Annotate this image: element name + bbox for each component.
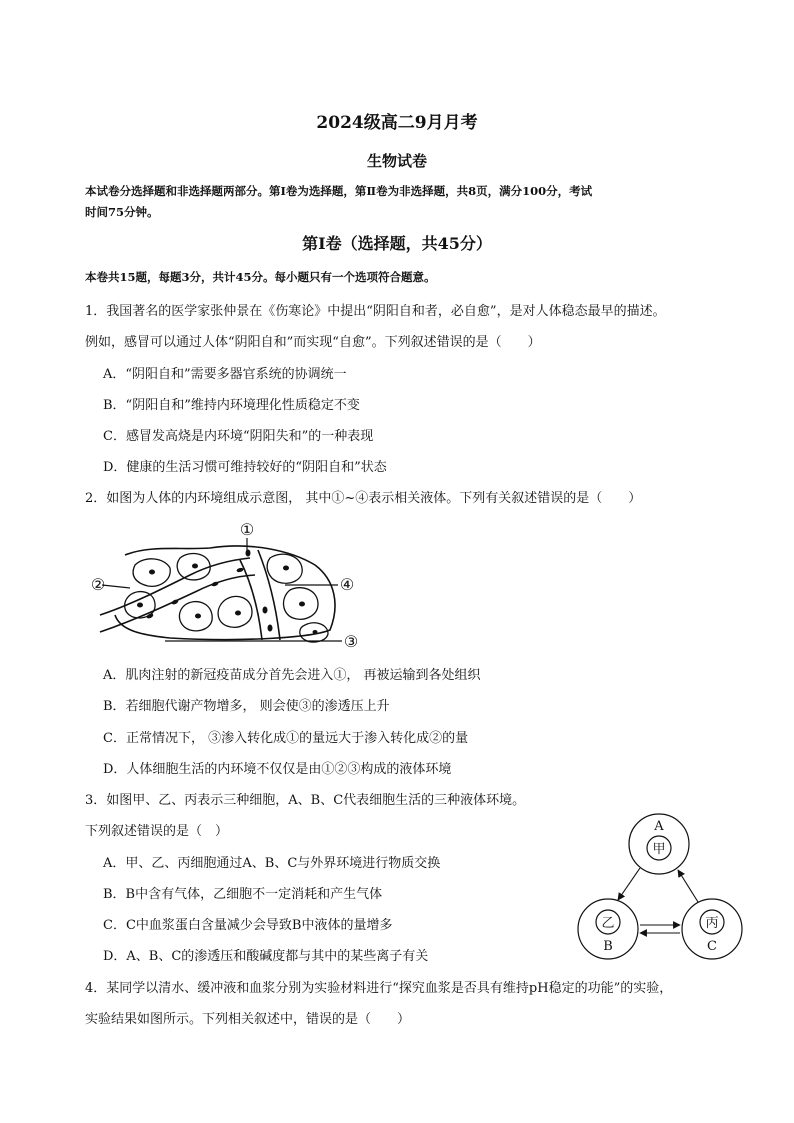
q4-stem-line2: 实验结果如图所示。下列相关叙述中，错误的是（ ）	[85, 1012, 411, 1027]
label-leaders	[102, 538, 342, 641]
section-title: 第Ⅰ卷（选择题，共45分）	[302, 234, 492, 253]
q3-option-a: A．甲、乙、丙细胞通过A、B、C与外界环境进行物质交换	[103, 856, 441, 871]
vessel-lines	[100, 546, 335, 640]
label-c: C	[707, 939, 717, 954]
q3-option-c: C．C中血浆蛋白含量减少会导致B中液体的量增多	[103, 918, 393, 933]
exam-subtitle: 生物试卷	[366, 152, 427, 170]
fluid-exchange-diagram	[576, 812, 744, 964]
q1-option-c: C．感冒发高烧是内环境“阴阳失和”的一种表现	[103, 429, 374, 444]
q2-option-b: B．若细胞代谢产物增多， 则会使③的渗透压上升	[103, 699, 390, 714]
exam-intro	[85, 181, 715, 223]
label-4: ④	[339, 575, 355, 594]
q3-option-d: D．A、B、C的渗透压和酸碱度都与其中的某些离子有关	[103, 949, 429, 964]
label-jia: 甲	[652, 842, 666, 857]
intro-line-2: 时间75分钟。	[85, 205, 159, 219]
label-3: ③	[343, 632, 359, 650]
q4-stem-line1: 4．某同学以清水、缓冲液和血浆分别为实验材料进行“探究血浆是否具有维持pH稳定的功能”的实验，	[85, 981, 673, 996]
q3-stem-line2: 下列叙述错误的是（ ）	[85, 824, 229, 839]
arrows	[618, 868, 698, 933]
section-instructions: 本卷共15题，每题3分，共计45分。每小题只有一个选项符合题意。	[85, 270, 436, 284]
label-b: B	[603, 939, 613, 954]
q2-option-c: C．正常情况下， ③渗入转化成①的量远大于渗入转化成②的量	[103, 731, 469, 746]
q3-option-b: B．B中含有气体，乙细胞不一定消耗和产生气体	[103, 887, 383, 902]
q1-option-d: D．健康的生活习惯可维持较好的“阴阳自和”状态	[103, 460, 387, 475]
q2-option-d: D．人体细胞生活的内环境不仅仅是由①②③构成的液体环境	[103, 762, 452, 777]
q1-option-a: A．“阴阳自和”需要多器官系统的协调统一	[103, 367, 347, 382]
label-yi: 乙	[601, 916, 615, 931]
intro-line-1: 本试卷分选择题和非选择题两部分。第Ⅰ卷为选择题，第Ⅱ卷为非选择题，共8页，满分100分，考试	[85, 184, 593, 198]
internal-environment-diagram	[90, 520, 360, 650]
q1-stem-line1: 1．我国著名的医学家张仲景在《伤寒论》中提出“阴阳自和者，必自愈”，是对人体稳态最早的描述。	[85, 304, 666, 319]
q2-option-a: A．肌肉注射的新冠疫苗成分首先会进入①， 再被运输到各处组织	[103, 668, 481, 683]
q1-stem-line2: 例如，感冒可以通过人体“阴阳自和”而实现“自愈”。下列叙述错误的是（ ）	[85, 335, 541, 350]
q2-stem: 2．如图为人体的内环境组成示意图， 其中①~④表示相关液体。下列有关叙述错误的是（ ）	[85, 491, 642, 506]
label-1: ①	[239, 520, 255, 539]
label-bing: 丙	[705, 916, 719, 931]
label-2: ②	[90, 575, 106, 594]
exam-title: 2024级高二9月月考	[316, 113, 478, 133]
q1-option-b: B．“阴阳自和”维持内环境理化性质稳定不变	[103, 398, 360, 413]
tissue-cells	[125, 554, 328, 642]
label-a: A	[654, 819, 664, 834]
q3-stem-line1: 3．如图甲、乙、丙表示三种细胞，A、B、C代表细胞生活的三种液体环境。	[85, 793, 526, 808]
